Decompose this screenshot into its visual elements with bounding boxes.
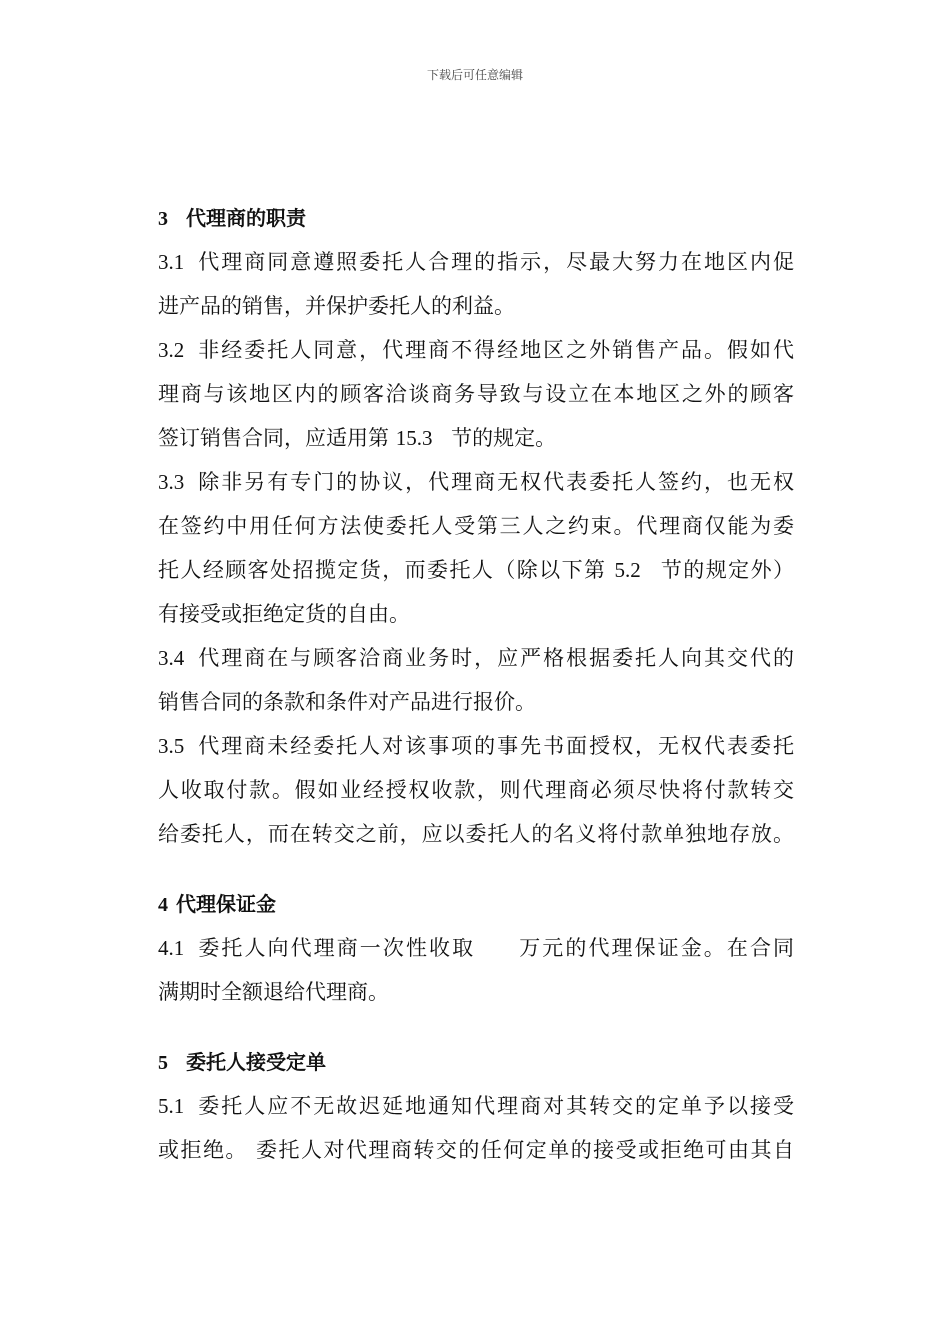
clause-number: 3.1 — [158, 250, 185, 274]
clause-number: 5.1 — [158, 1094, 185, 1118]
section-title: 代理保证金 — [176, 892, 276, 916]
clause-text: 有接受或拒绝定货的自由。 — [158, 602, 410, 626]
section-4-heading — [158, 882, 794, 926]
clause-text: 万元的代理保证金。在合同 — [517, 936, 794, 960]
section-title: 代理商的职责 — [186, 206, 306, 230]
clause-text: 委托人向代理商一次性收取 — [196, 936, 476, 960]
clause-number: 3.4 — [158, 646, 185, 670]
clause-text: 节的规定。 — [444, 426, 557, 450]
clause-text: 在签约中用任何方法使委托人受第三人之约束。代理商仅能为委 — [158, 514, 794, 538]
clause-3-4 — [158, 636, 794, 724]
section-number: 3 — [158, 208, 168, 230]
clause-text: 或拒绝。 委托人对代理商转交的任何定单的接受或拒绝可由其自 — [158, 1138, 794, 1162]
clause-text: 代理商在与顾客洽商业务时，应严格根据委托人向其交代的 — [196, 646, 794, 670]
clause-text: 非经委托人同意，代理商不得经地区之外销售产品。假如代 — [196, 338, 794, 362]
clause-3-1 — [158, 240, 794, 328]
clause-number: 4.1 — [158, 936, 185, 960]
clause-text: 理商与该地区内的顾客洽谈商务导致与设立在本地区之外的顾客 — [158, 382, 794, 406]
section-reference: 15.3 — [395, 426, 433, 450]
clause-number: 3.3 — [158, 470, 185, 494]
clause-3-5 — [158, 724, 794, 856]
clause-text: 满期时全额退给代理商。 — [158, 980, 389, 1004]
section-number: 5 — [158, 1052, 168, 1074]
document-body — [158, 196, 794, 1172]
clause-text: 托人经顾客处招揽定货，而委托人（除以下第 — [158, 558, 615, 582]
clause-4-1 — [158, 926, 794, 1014]
section-3-heading — [158, 196, 794, 240]
section-title: 委托人接受定单 — [186, 1050, 326, 1074]
clause-text: 签订销售合同，应适用第 — [158, 426, 396, 450]
clause-5-1 — [158, 1084, 794, 1172]
section-reference: 5.2 — [614, 558, 641, 582]
clause-text: 销售合同的条款和条件对产品进行报价。 — [158, 690, 536, 714]
clause-text: 代理商未经委托人对该事项的事先书面授权，无权代表委托 — [196, 734, 794, 758]
clause-text: 给委托人，而在转交之前，应以委托人的名义将付款单独地存放。 — [158, 822, 794, 846]
clause-3-3 — [158, 460, 794, 636]
clause-text: 进产品的销售，并保护委托人的利益。 — [158, 294, 515, 318]
clause-text: 委托人应不无故迟延地通知代理商对其转交的定单予以接受 — [196, 1094, 794, 1118]
clause-text: 代理商同意遵照委托人合理的指示，尽最大努力在地区内促 — [196, 250, 794, 274]
clause-text: 除非另有专门的协议，代理商无权代表委托人签约，也无权 — [196, 470, 794, 494]
section-5-heading — [158, 1040, 794, 1084]
clause-text: 人收取付款。假如业经授权收款，则代理商必须尽快将付款转交 — [158, 778, 794, 802]
section-number: 4 — [158, 894, 168, 916]
clause-number: 3.2 — [158, 338, 185, 362]
clause-3-2 — [158, 328, 794, 460]
page-header: 下载后可任意编辑 — [426, 68, 523, 82]
clause-number: 3.5 — [158, 734, 185, 758]
clause-text: 节的规定外） — [652, 558, 794, 582]
